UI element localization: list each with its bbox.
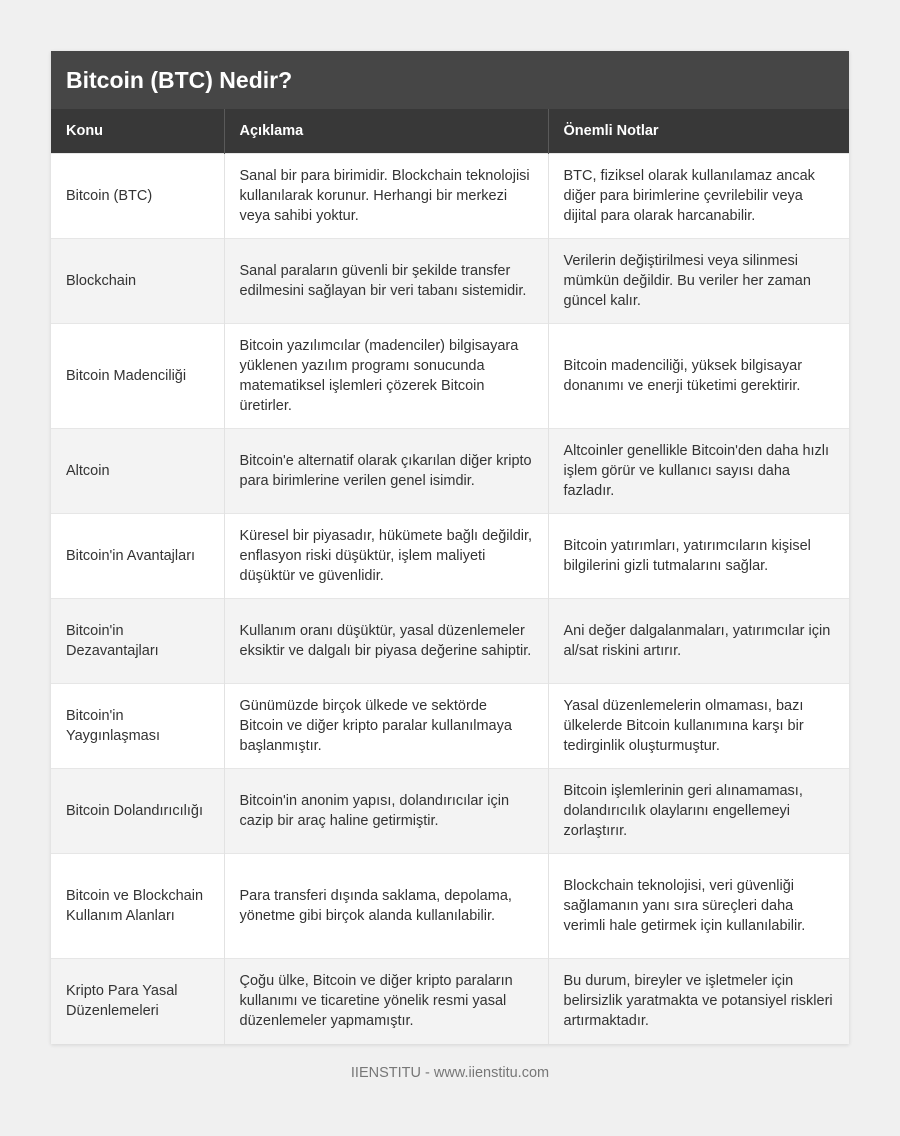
- cell-notes: Ani değer dalgalanmaları, yatırımcılar için al/sat riskini artırır.: [548, 599, 849, 684]
- cell-notes: Bitcoin yatırımları, yatırımcıların kişisel bilgilerini gizli tutmalarını sağlar.: [548, 514, 849, 599]
- table-header-row: [51, 109, 849, 154]
- cell-notes: Yasal düzenlemelerin olmaması, bazı ülkelerde Bitcoin kullanımına karşı bir tedirginlik oluşturmuştur.: [548, 684, 849, 769]
- cell-topic: Kripto Para Yasal Düzenlemeleri: [51, 959, 224, 1044]
- cell-notes: Verilerin değiştirilmesi veya silinmesi mümkün değildir. Bu veriler her zaman güncel kalır.: [548, 239, 849, 324]
- cell-topic: Bitcoin'in Yaygınlaşması: [51, 684, 224, 769]
- table-row: [51, 239, 849, 324]
- cell-topic: Bitcoin'in Dezavantajları: [51, 599, 224, 684]
- table-row: [51, 769, 849, 854]
- table-row: [51, 854, 849, 959]
- cell-description: Sanal paraların güvenli bir şekilde transfer edilmesini sağlayan bir veri tabanı sistemidir.: [224, 239, 548, 324]
- cell-topic: Bitcoin Dolandırıcılığı: [51, 769, 224, 854]
- info-table: [51, 109, 849, 1044]
- table-row: [51, 324, 849, 429]
- cell-description: Kullanım oranı düşüktür, yasal düzenlemeler eksiktir ve dalgalı bir piyasa değerine sahiptir.: [224, 599, 548, 684]
- footer-credit: IIENSTITU - www.iienstitu.com: [350, 1065, 550, 1081]
- cell-notes: BTC, fiziksel olarak kullanılamaz ancak diğer para birimlerine çevrilebilir veya dijital para olarak harcanabilir.: [548, 154, 849, 239]
- column-header-notes: Önemli Notlar: [548, 109, 849, 154]
- cell-topic: Bitcoin (BTC): [51, 154, 224, 239]
- cell-topic: Blockchain: [51, 239, 224, 324]
- table-row: [51, 599, 849, 684]
- table-row: [51, 514, 849, 599]
- page-title: Bitcoin (BTC) Nedir?: [51, 51, 849, 109]
- cell-description: Sanal bir para birimidir. Blockchain teknolojisi kullanılarak korunur. Herhangi bir merkezi veya sahibi yoktur.: [224, 154, 548, 239]
- cell-topic: Altcoin: [51, 429, 224, 514]
- table-row: [51, 684, 849, 769]
- table-row: [51, 429, 849, 514]
- cell-topic: Bitcoin'in Avantajları: [51, 514, 224, 599]
- cell-description: Günümüzde birçok ülkede ve sektörde Bitcoin ve diğer kripto paralar kullanılmaya başlanmıştır.: [224, 684, 548, 769]
- cell-description: Bitcoin'in anonim yapısı, dolandırıcılar için cazip bir araç haline getirmiştir.: [224, 769, 548, 854]
- cell-notes: Blockchain teknolojisi, veri güvenliği sağlamanın yanı sıra süreçleri daha verimli hale getirmek için kullanılabilir.: [548, 854, 849, 959]
- table-row: [51, 154, 849, 239]
- cell-description: Küresel bir piyasadır, hükümete bağlı değildir, enflasyon riski düşüktür, işlem maliyeti düşüktür ve güvenlidir.: [224, 514, 548, 599]
- cell-notes: Bitcoin işlemlerinin geri alınamaması, dolandırıcılık olaylarını engellemeyi zorlaştırır.: [548, 769, 849, 854]
- cell-notes: Altcoinler genellikle Bitcoin'den daha hızlı işlem görür ve kullanıcı sayısı daha fazladır.: [548, 429, 849, 514]
- column-header-description: Açıklama: [224, 109, 548, 154]
- column-header-topic: Konu: [51, 109, 224, 154]
- cell-description: Para transferi dışında saklama, depolama, yönetme gibi birçok alanda kullanılabilir.: [224, 854, 548, 959]
- cell-notes: Bitcoin madenciliği, yüksek bilgisayar donanımı ve enerji tüketimi gerektirir.: [548, 324, 849, 429]
- cell-description: Bitcoin'e alternatif olarak çıkarılan diğer kripto para birimlerine verilen genel isimdir.: [224, 429, 548, 514]
- cell-topic: Bitcoin ve Blockchain Kullanım Alanları: [51, 854, 224, 959]
- table-row: [51, 959, 849, 1044]
- cell-notes: Bu durum, bireyler ve işletmeler için belirsizlik yaratmakta ve potansiyel riskleri artırmaktadır.: [548, 959, 849, 1044]
- cell-description: Bitcoin yazılımcılar (madenciler) bilgisayara yüklenen yazılım programı sonucunda matematiksel işlemleri çözerek Bitcoin üretirler.: [224, 324, 548, 429]
- cell-topic: Bitcoin Madenciliği: [51, 324, 224, 429]
- content-card: [51, 51, 849, 1044]
- cell-description: Çoğu ülke, Bitcoin ve diğer kripto paraların kullanımı ve ticaretine yönelik resmi yasal düzenlemeler yapmamıştır.: [224, 959, 548, 1044]
